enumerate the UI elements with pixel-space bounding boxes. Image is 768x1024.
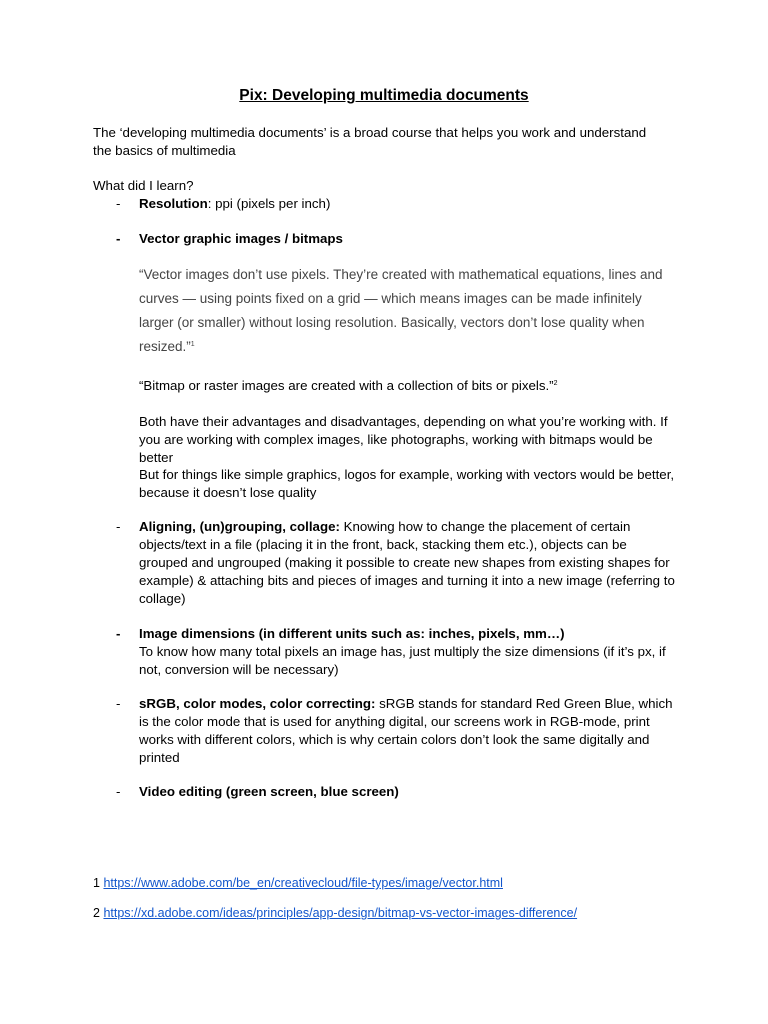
vector-quote-text: “Vector images don’t use pixels. They’re created with mathematical equations, lines and curves — using points fixed on a grid — which means images can be made infinitely larger (or smaller) without losing resolution. Basically, vectors don’t lose quality when resized.”	[139, 267, 663, 354]
text-resolution: : ppi (pixels per inch)	[207, 196, 331, 211]
footnote-link-1[interactable]: https://www.adobe.com/be_en/creativecloud/file-types/image/vector.html	[103, 876, 503, 890]
text-srgb: sRGB stands for standard Red Green Blue, which is the color mode that is used for anything digital, our screens work in RGB-mode, print works with different colors, which is why certain colors don’t look the same digitally and printed	[139, 696, 673, 765]
bullet-marker: -	[116, 696, 121, 711]
footnote-ref-1: 1	[190, 341, 195, 348]
list-item-aligning	[139, 518, 679, 608]
term-vector: Vector graphic images / bitmaps	[139, 231, 343, 246]
intro-paragraph: The ‘developing multimedia documents’ is a broad course that helps you work and understand the basics of multimedia	[93, 125, 647, 158]
bullet-marker: -	[116, 519, 121, 534]
term-video: Video editing (green screen, blue screen)	[139, 784, 399, 799]
footnote-number: 1	[93, 876, 100, 890]
bitmap-quote	[139, 377, 679, 395]
vector-paragraph-1: Both have their advantages and disadvantages, depending on what you’re working with. If you are working with complex images, like photographs, working with bitmaps would be better	[139, 414, 668, 465]
term-resolution: Resolution	[139, 196, 208, 211]
text-dimensions: To know how many total pixels an image has, just multiply the size dimensions (if it’s px, if not, conversion will be necessary)	[139, 644, 666, 677]
vector-paragraph-2: But for things like simple graphics, logos for example, working with vectors would be better, because it doesn’t lose quality	[139, 467, 675, 500]
footnote-ref-2: 2	[553, 380, 558, 387]
footnote-1	[93, 875, 503, 891]
page-title: Pix: Developing multimedia documents	[239, 87, 529, 104]
bitmap-quote-text: “Bitmap or raster images are created with a collection of bits or pixels.”	[139, 378, 554, 393]
term-srgb: sRGB, color modes, color correcting:	[139, 696, 376, 711]
list-item-resolution	[139, 195, 679, 213]
vector-quote	[139, 263, 679, 359]
list-item-dimensions	[139, 625, 679, 679]
footnote-link-2[interactable]: https://xd.adobe.com/ideas/principles/app-design/bitmap-vs-vector-images-difference/	[103, 906, 578, 920]
bullet-marker: -	[116, 231, 121, 246]
footnote-2	[93, 905, 577, 921]
term-dimensions: Image dimensions (in different units such as: inches, pixels, mm…)	[139, 626, 565, 641]
bullet-marker: -	[116, 784, 121, 799]
footnote-number: 2	[93, 906, 100, 920]
bullet-marker: -	[116, 196, 121, 211]
list-item-srgb	[139, 695, 679, 767]
term-aligning: Aligning, (un)grouping, collage:	[139, 519, 340, 534]
bullet-marker: -	[116, 626, 121, 641]
learned-heading: What did I learn?	[93, 178, 194, 193]
text-aligning: Knowing how to change the placement of certain objects/text in a file (placing it in the front, back, stacking them etc.), objects can be grouped and ungrouped (making it possible to create new shapes from existing shapes for example) & attaching bits and pieces of images and turning it into a new image (referring to collage)	[139, 519, 675, 606]
